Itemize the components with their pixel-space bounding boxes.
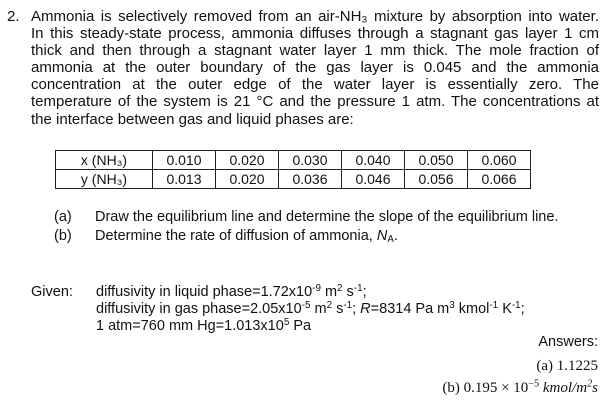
problem-line: In this steady-state process, ammonia diffuses through a stagnant gas layer 1 cm (31, 25, 599, 43)
problem-number: 2. (7, 8, 20, 25)
part-label: (b) (54, 228, 72, 244)
answer-unit-text: s (592, 380, 598, 396)
given-label: Given: (31, 284, 73, 300)
table-row-label: x (NH₃) (56, 151, 153, 170)
given-text: ; (362, 284, 367, 300)
given-text: ; (352, 301, 361, 317)
problem-statement (31, 8, 599, 128)
given-text: diffusivity in liquid phase=1.72x10 (96, 284, 313, 300)
part-text (95, 228, 602, 245)
given-line-gas-diffusivity (96, 301, 525, 318)
answer-b (442, 377, 598, 399)
answer-a: (a) 1.1225 (536, 358, 598, 374)
problem-line: thick and then through a stagnant water layer 1 mm thick. The mole fraction of (31, 42, 599, 60)
table-cell: 0.010 (153, 151, 216, 170)
question-parts (54, 209, 602, 247)
table-cell: 0.040 (342, 151, 405, 170)
question-part-a (54, 209, 602, 226)
exponent: -1 (489, 299, 499, 311)
table-cell: 0.013 (153, 170, 216, 189)
given-text: s (342, 284, 354, 300)
exponent: -1 (353, 282, 363, 294)
table-cell: 0.050 (405, 151, 468, 170)
given-text: =8314 Pa m (370, 301, 450, 317)
answer-unit (543, 380, 598, 396)
part-text-after: . (393, 228, 398, 244)
given-text: K (498, 301, 512, 317)
table-cell: 0.046 (342, 170, 405, 189)
given-text: m (320, 284, 338, 300)
given-text: Pa (289, 318, 312, 334)
problem-line: concentration at the outer edge of the water layer is essentially zero. The (31, 76, 599, 94)
exponent: 2 (326, 299, 333, 311)
problem-line: temperature of the system is 21 °C and the pressure 1 atm. The concentrations at (31, 93, 599, 111)
exponent: -9 (312, 282, 321, 294)
exponent: -1 (343, 299, 353, 311)
part-label: (a) (54, 209, 72, 225)
part-text-before: Determine the rate of diffusion of ammonia, (95, 228, 377, 244)
answer-text: (b) 0.195 × 10 (442, 380, 529, 396)
exponent: -5 (301, 299, 311, 311)
problem-line: Ammonia is selectively removed from an air-NH₃ mixture by absorption into water. (31, 8, 599, 25)
table-cell: 0.066 (468, 170, 531, 189)
table-cell: 0.020 (216, 151, 279, 170)
exponent: 3 (449, 299, 455, 311)
given-text: s (332, 301, 344, 317)
symbol-r: R (360, 301, 371, 317)
exponent: 2 (587, 378, 593, 390)
table-row-x (56, 151, 531, 170)
exponent: -1 (511, 299, 521, 311)
answer-unit-text: kmol/m (542, 380, 588, 396)
exponent: 2 (337, 282, 343, 294)
given-text: m (310, 301, 327, 317)
exponent: 5 (283, 316, 290, 328)
answers-title: Answers: (538, 334, 598, 350)
table-cell: 0.056 (405, 170, 468, 189)
given-section (31, 284, 601, 335)
given-text: diffusivity in gas phase=2.05x10 (96, 301, 302, 317)
table-cell: 0.060 (468, 151, 531, 170)
exponent: −5 (528, 378, 540, 390)
table-cell: 0.020 (216, 170, 279, 189)
table-row-y (56, 170, 531, 189)
table-cell: 0.036 (279, 170, 342, 189)
part-text: Draw the equilibrium line and determine the slope of the equilibrium line. (95, 209, 559, 225)
symbol-subscript: A (387, 233, 394, 245)
given-lines (96, 284, 525, 335)
problem-line: ammonia at the outer boundary of the gas layer is 0.045 and the ammonia (31, 59, 599, 77)
given-line-liquid-diffusivity (96, 284, 525, 301)
symbol-n: N (376, 228, 388, 244)
problem-line: the interface between gas and liquid phases are: (31, 110, 354, 128)
given-text: ; (520, 301, 525, 317)
answers-section (442, 333, 598, 399)
table-cell: 0.030 (279, 151, 342, 170)
given-text: kmol (454, 301, 490, 317)
table-row-label: y (NH₃) (56, 170, 153, 189)
given-text: 1 atm=760 mm Hg=1.013x10 (96, 318, 284, 334)
equilibrium-data-table (55, 150, 531, 189)
question-part-b (54, 228, 602, 245)
